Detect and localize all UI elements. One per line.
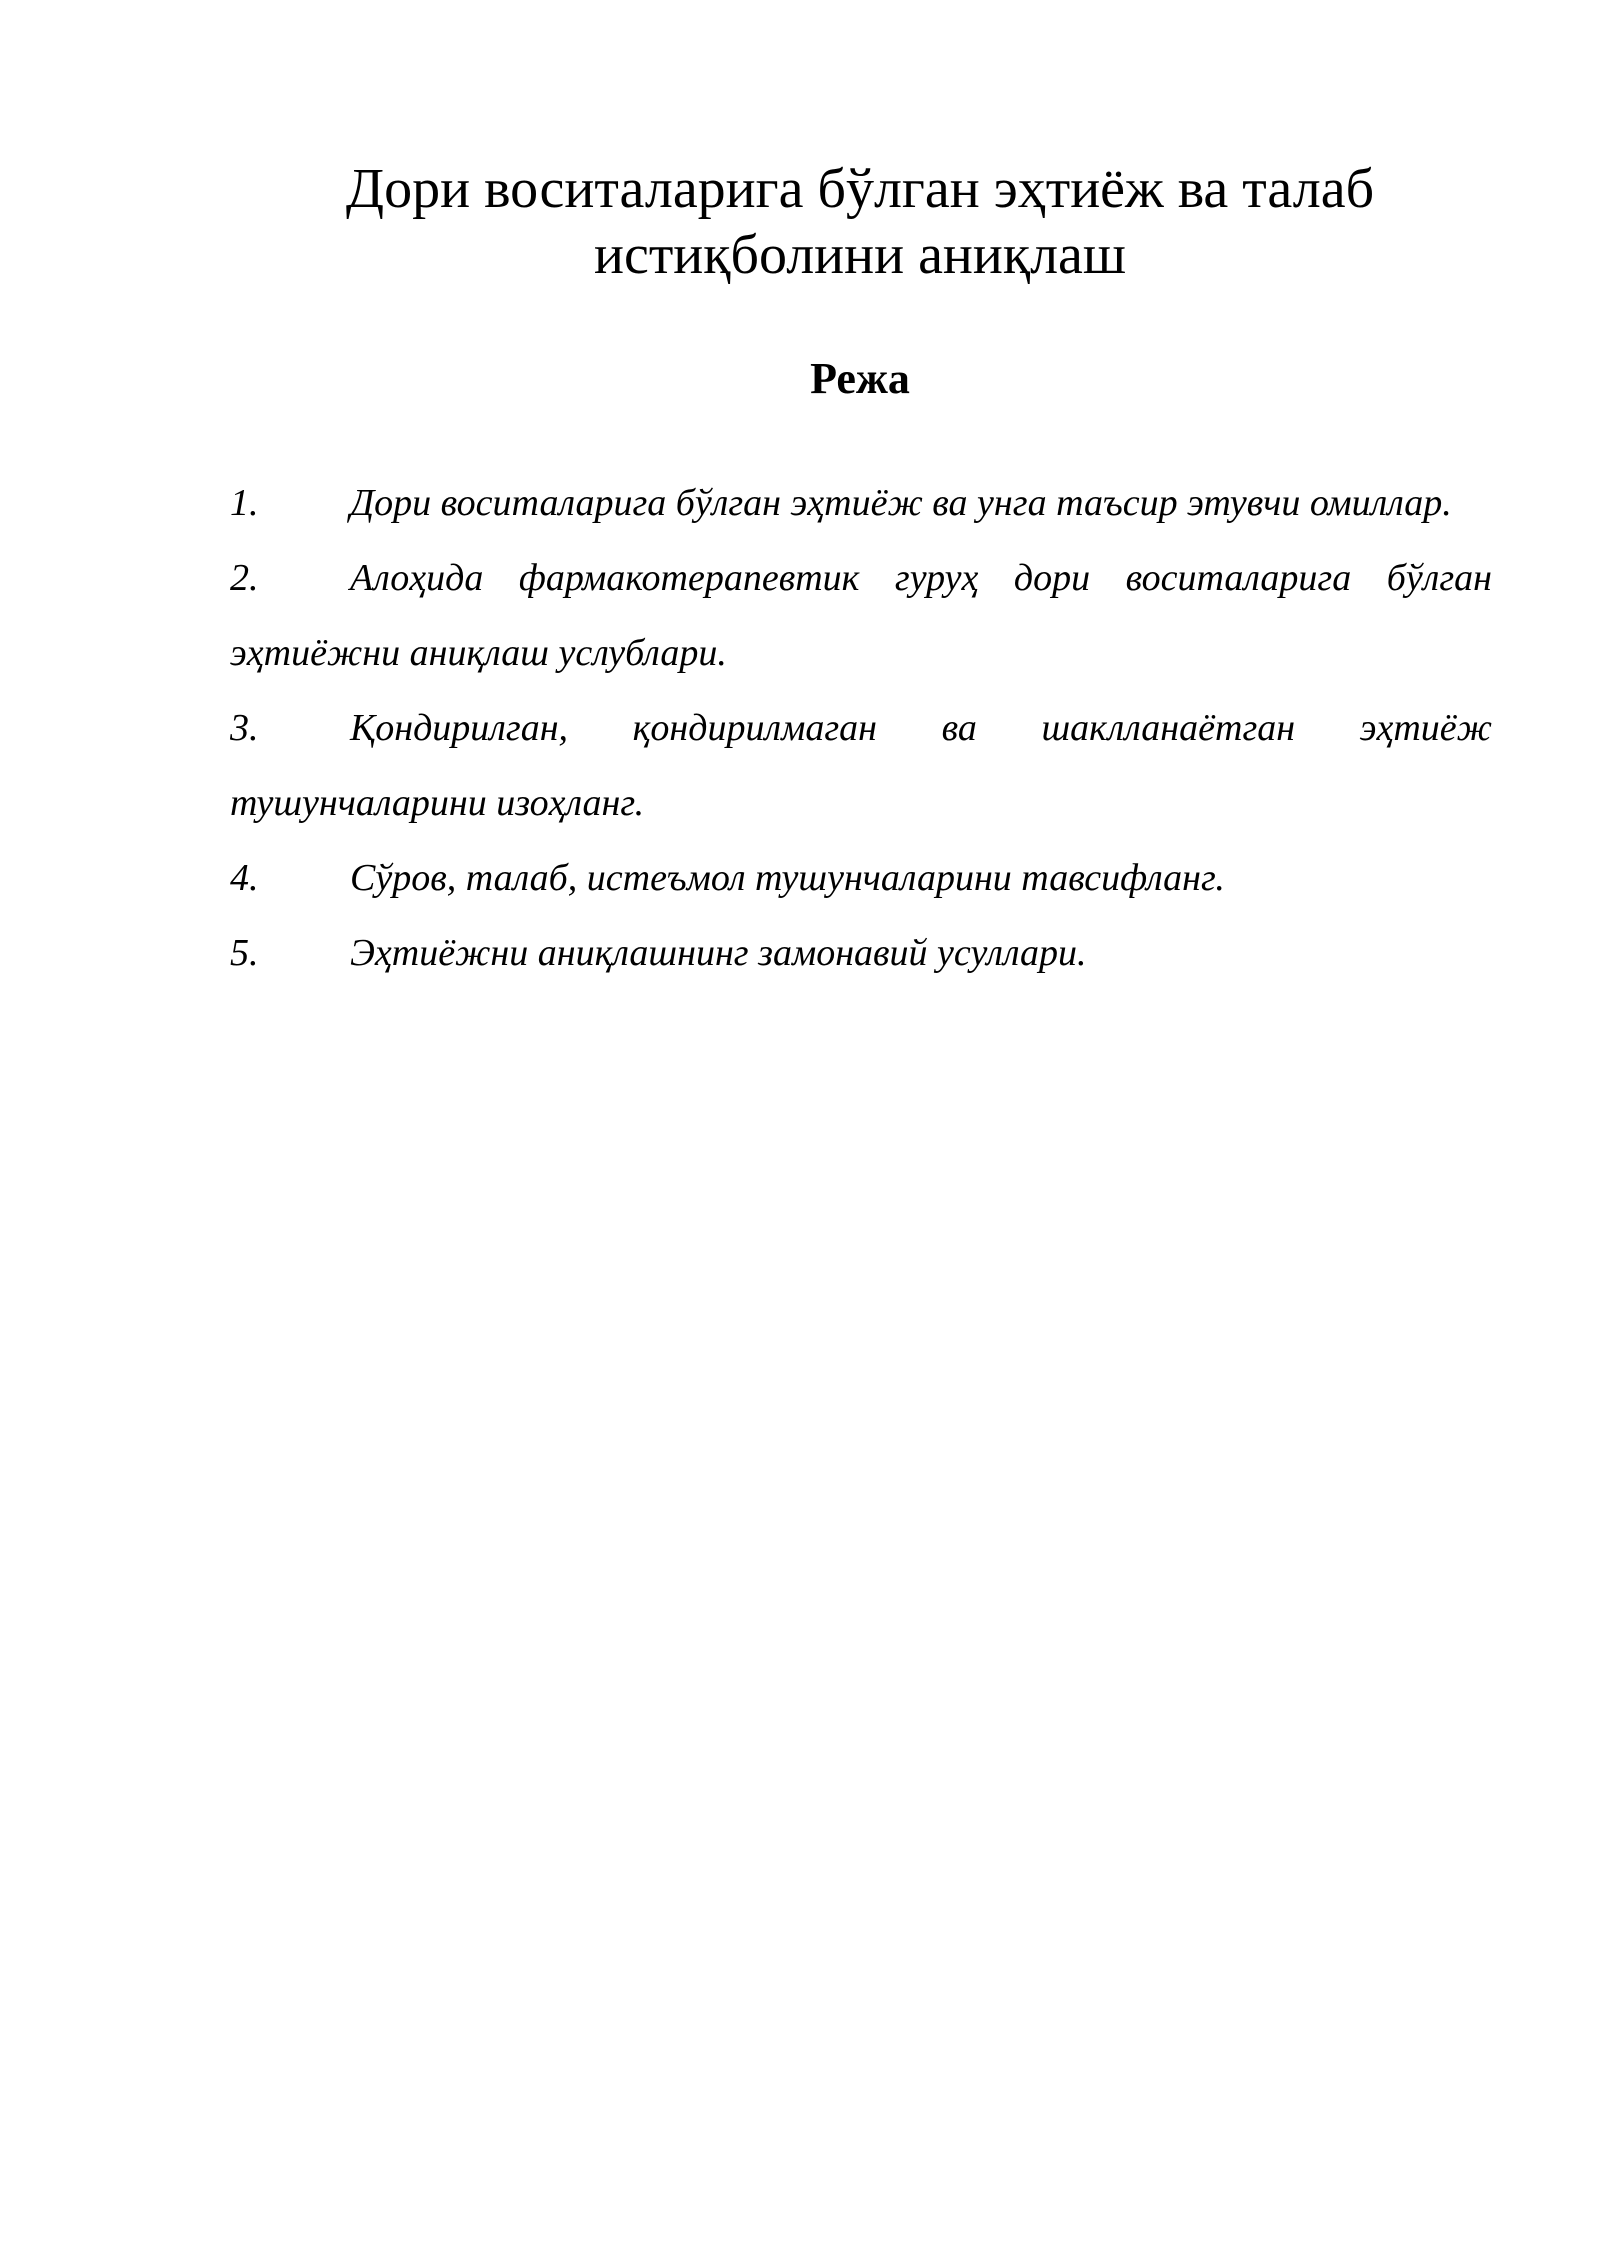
title-line-1: Дори воситаларига бўлган эҳтиёж ва талаб — [345, 158, 1375, 220]
plan-item-number: 2. — [230, 557, 259, 599]
plan-item-text: Сўров, талаб, истеъмол тушунчаларини тавсифланг. — [350, 857, 1225, 899]
plan-item-text: Алоҳида фармакотерапевтик гуруҳ дори воситаларига бўлган эҳтиёжни аниқлаш услублари. — [230, 557, 1492, 674]
plan-item-3 — [230, 691, 1492, 841]
plan-item-number: 3. — [230, 707, 259, 749]
plan-heading: Режа — [810, 354, 910, 403]
plan-item-text: Дори воситаларига бўлган эҳтиёж ва унга таъсир этувчи омиллар. — [350, 482, 1452, 524]
plan-item-text: Эҳтиёжни аниқлашнинг замонавий усуллари. — [350, 932, 1087, 974]
plan-item-number: 4. — [230, 857, 259, 899]
plan-list — [230, 466, 1492, 991]
plan-item-text: Қондирилган, қондирилмаган ва шаклланаётган эҳтиёж тушунчаларини изоҳланг. — [230, 707, 1492, 824]
plan-item-number: 5. — [230, 932, 259, 974]
plan-item-5 — [230, 916, 1492, 991]
document-title — [230, 156, 1490, 288]
plan-item-number: 1. — [230, 482, 259, 524]
plan-item-1 — [230, 466, 1492, 541]
plan-item-4 — [230, 841, 1492, 916]
title-line-2: истиқболини аниқлаш — [594, 224, 1126, 286]
plan-item-2 — [230, 541, 1492, 691]
